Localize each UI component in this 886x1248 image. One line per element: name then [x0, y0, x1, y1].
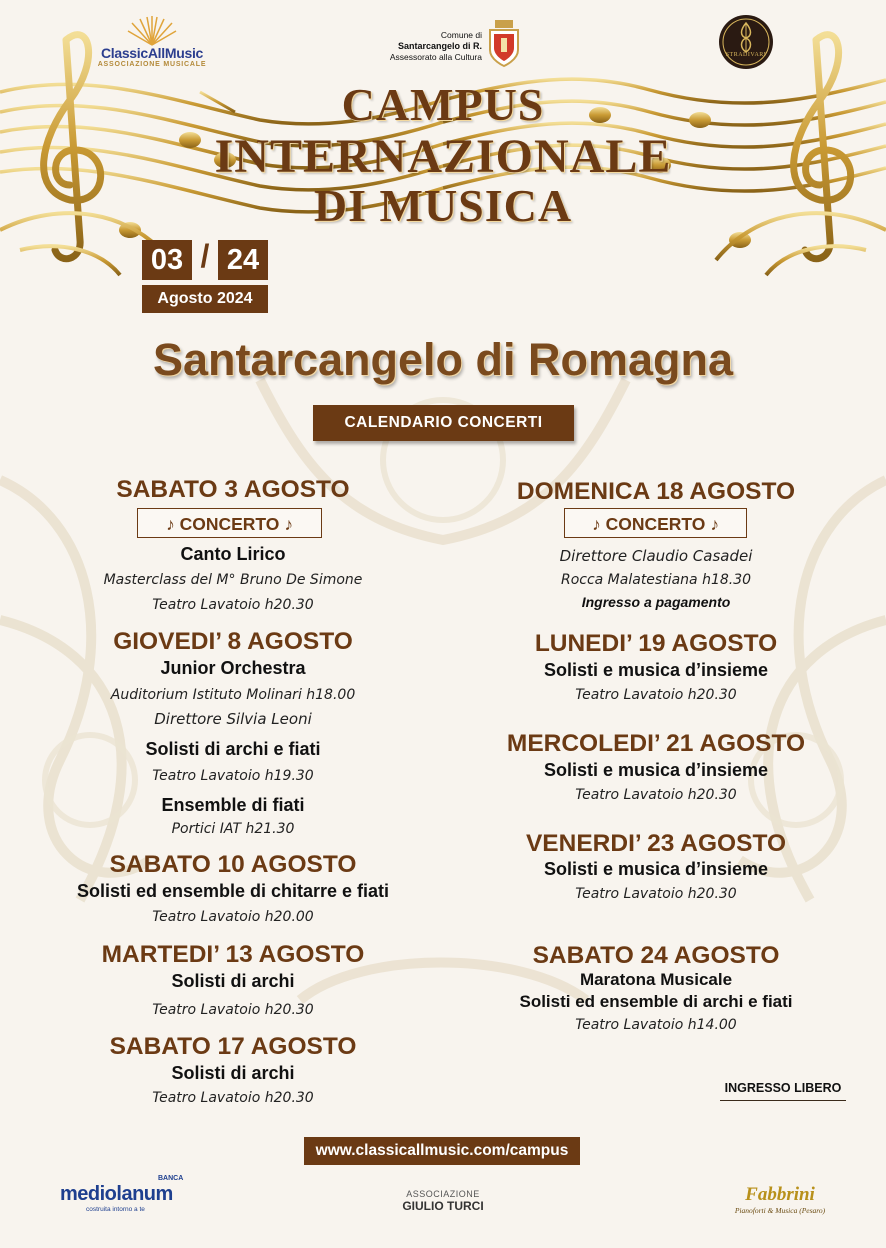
l1-concert-badge: ♪ CONCERTO ♪ [137, 508, 322, 538]
l2-title: Junior Orchestra [160, 658, 306, 678]
l1-venue: Teatro Lavatoio h20.30 [152, 597, 314, 613]
l1-day: SABATO 3 AGOSTO [116, 476, 350, 503]
l2-title3: Ensemble di fiati [161, 795, 305, 815]
l1-detail: Masterclass del M° Bruno De Simone [103, 572, 363, 588]
comune-line3: Assessorato alla Cultura [389, 52, 482, 62]
r3-venue: Teatro Lavatoio h20.30 [575, 787, 737, 803]
mediolanum-name: mediolanum [60, 1183, 173, 1205]
comune-line1: Comune di [440, 30, 482, 40]
city-title: Santarcangelo di Romagna [152, 334, 734, 385]
l2-title2: Solisti di archi e fiati [145, 739, 321, 759]
turci-line1: ASSOCIAZIONE [406, 1189, 480, 1199]
comune-text [372, 30, 482, 63]
date-end: 24 [218, 240, 268, 280]
classicallmusic-name: ClassicAllMusic [100, 45, 204, 61]
r1-day: DOMENICA 18 AGOSTO [516, 478, 796, 505]
l4-venue: Teatro Lavatoio h20.30 [152, 1002, 314, 1018]
stradivari-logo-icon [718, 14, 774, 70]
r2-title: Solisti e musica d’insieme [543, 660, 769, 680]
r2-venue: Teatro Lavatoio h20.30 [575, 687, 737, 703]
l2-director: Direttore Silvia Leoni [154, 710, 312, 728]
r1-concert-badge: ♪ CONCERTO ♪ [564, 508, 747, 538]
r4-title: Solisti e musica d’insieme [543, 859, 769, 879]
calendar-label: CALENDARIO CONCERTI [313, 405, 574, 441]
l2-day: GIOVEDI’ 8 AGOSTO [113, 628, 353, 655]
l3-day: SABATO 10 AGOSTO [109, 851, 357, 878]
l5-day: SABATO 17 AGOSTO [109, 1033, 357, 1060]
comune-crest-icon [486, 18, 522, 68]
mediolanum-banca: BANCA [158, 1175, 184, 1182]
r1-director: Direttore Claudio Casadei [559, 547, 753, 565]
l3-venue: Teatro Lavatoio h20.00 [152, 909, 314, 925]
r1-venue: Rocca Malatestiana h18.30 [560, 572, 752, 588]
stradivari-name: STRADIVARI [725, 52, 767, 58]
classicallmusic-subtitle: ASSOCIAZIONE MUSICALE [97, 61, 207, 68]
fabbrini-tagline: Pianoforti & Musica (Pesaro) [734, 1206, 826, 1215]
turci-line2: GIULIO TURCI [402, 1199, 484, 1213]
comune-line2: Santarcangelo di R. [397, 41, 482, 51]
l2-venue3: Portici IAT h21.30 [171, 821, 295, 837]
r3-day: MERCOLEDI’ 21 AGOSTO [506, 730, 806, 757]
date-separator: / [200, 238, 210, 274]
ingresso-libero-label: INGRESSO LIBERO [720, 1076, 846, 1101]
website-link[interactable]: www.classicallmusic.com/campus [304, 1137, 580, 1165]
r5-venue: Teatro Lavatoio h14.00 [575, 1017, 737, 1033]
r5-title: Maratona Musicale [579, 970, 733, 989]
l1-title: Canto Lirico [180, 544, 286, 564]
r3-title: Solisti e musica d’insieme [543, 760, 769, 780]
title-line2: INTERNAZIONALE [214, 130, 672, 183]
r5-day: SABATO 24 AGOSTO [532, 942, 780, 969]
r2-day: LUNEDI’ 19 AGOSTO [534, 630, 778, 657]
r5-title2: Solisti ed ensemble di archi e fiati [519, 992, 793, 1011]
r4-venue: Teatro Lavatoio h20.30 [575, 886, 737, 902]
fabbrini-name: Fabbrini [745, 1184, 815, 1205]
mediolanum-tagline: costruita intorno a te [86, 1206, 145, 1213]
title-line3: DI MUSICA [313, 180, 573, 231]
l2-venue: Auditorium Istituto Molinari h18.00 [110, 687, 356, 703]
l5-venue: Teatro Lavatoio h20.30 [152, 1090, 314, 1106]
l3-title: Solisti ed ensemble di chitarre e fiati [76, 881, 390, 901]
date-start: 03 [142, 240, 192, 280]
r4-day: VENERDI’ 23 AGOSTO [525, 830, 787, 857]
l2-venue2: Teatro Lavatoio h19.30 [152, 768, 314, 784]
l4-day: MARTEDI’ 13 AGOSTO [101, 941, 365, 968]
date-month: Agosto 2024 [142, 285, 268, 313]
title-line1: CAMPUS [341, 79, 545, 130]
l4-title: Solisti di archi [171, 971, 295, 991]
r1-note: Ingresso a pagamento [581, 594, 731, 610]
l5-title: Solisti di archi [171, 1063, 295, 1083]
